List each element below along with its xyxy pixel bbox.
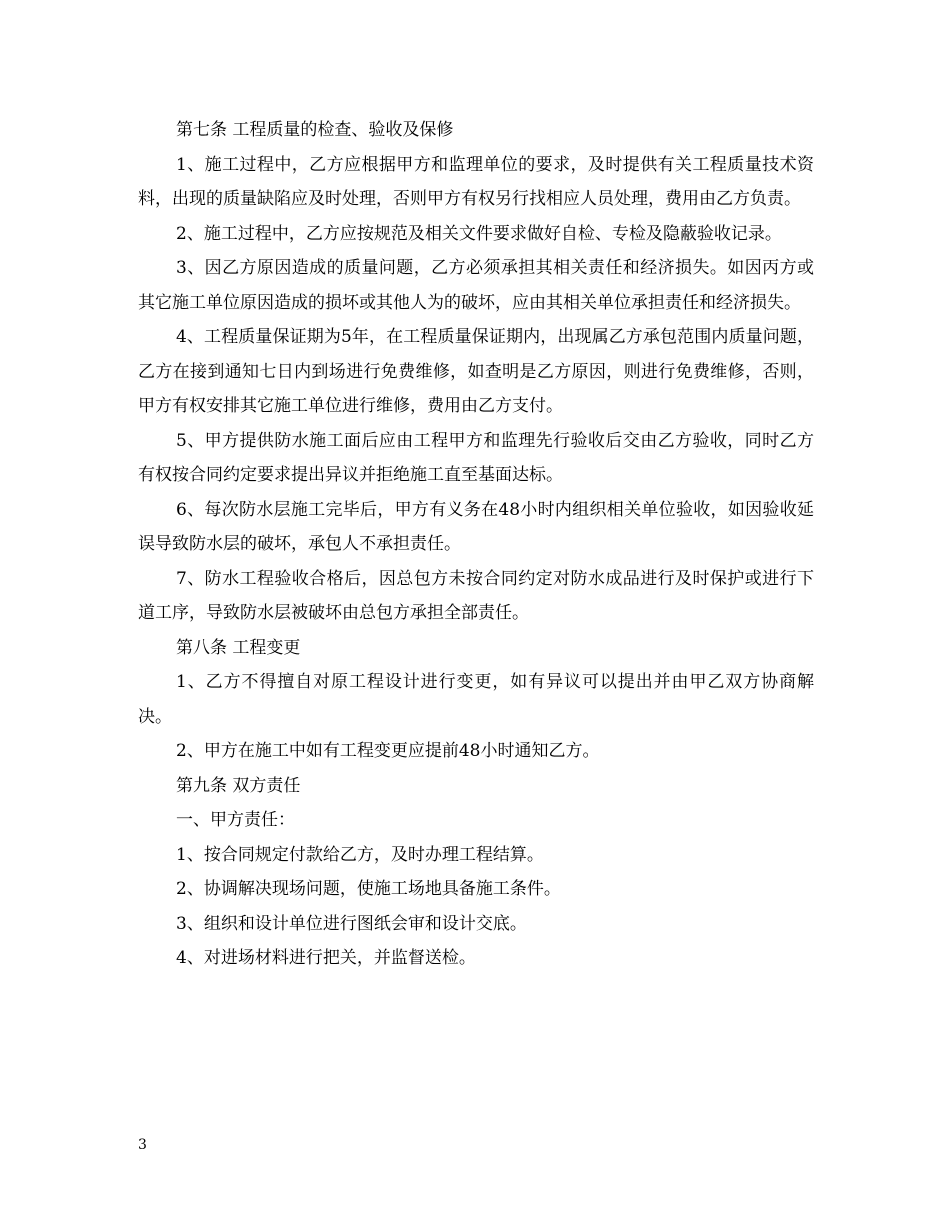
list-item: 3、组织和设计单位进行图纸会审和设计交底。 [176,913,527,934]
paragraph: 4、工程质量保证期为5年，在工程质量保证期内，出现属乙方承包范围内质量问题，乙方在接到通知七日内到场进行免费维修，如查明是乙方原因，则进行免费维修，否则，甲方有权安排其它施工单位进行维修，费用由乙方支付。 [138,327,814,416]
paragraph: 3、因乙方原因造成的质量问题，乙方必须承担其相关责任和经济损失。如因丙方或其它施工单位原因造成的损坏或其他人为的破坏，应由其相关单位承担责任和经济损失。 [138,258,814,313]
list-item: 4、对进场材料进行把关，并监督送检。 [176,948,476,968]
paragraph: 2、甲方在施工中如有工程变更应提前48小时通知乙方。 [176,741,600,761]
section-heading-article-8: 第八条 工程变更 [176,637,301,658]
paragraph: 7、防水工程验收合格后，因总包方未按合同约定对防水成品进行及时保护或进行下道工序，导致防水层被破坏由总包方承担全部责任。 [138,568,814,623]
list-item: 2、协调解决现场问题，使施工场地具备施工条件。 [176,879,561,899]
paragraph: 1、乙方不得擅自对原工程设计进行变更，如有异议可以提出并由甲乙双方协商解决。 [138,672,814,727]
subsection-heading: 一、甲方责任： [176,810,295,830]
paragraph: 6、每次防水层施工完毕后，甲方有义务在48小时内组织相关单位验收，如因验收延误导致防水层的破坏，承包人不承担责任。 [138,499,814,554]
page-number: 3 [138,1137,147,1153]
section-heading-article-7: 第七条 工程质量的检查、验收及保修 [176,120,454,140]
paragraph: 1、施工过程中，乙方应根据甲方和监理单位的要求，及时提供有关工程质量技术资料，出现的质量缺陷应及时处理，否则甲方有权另行找相应人员处理，费用由乙方负责。 [138,154,814,209]
list-item: 1、按合同规定付款给乙方，及时办理工程结算。 [176,844,544,865]
section-heading-article-9: 第九条 双方责任 [176,775,301,796]
paragraph: 2、施工过程中，乙方应按规范及相关文件要求做好自检、专检及隐蔽验收记录。 [176,223,782,244]
document-body [138,113,814,976]
paragraph: 5、甲方提供防水施工面后应由工程甲方和监理先行验收后交由乙方验收，同时乙方有权按合同约定要求提出异议并拒绝施工直至基面达标。 [138,430,814,485]
